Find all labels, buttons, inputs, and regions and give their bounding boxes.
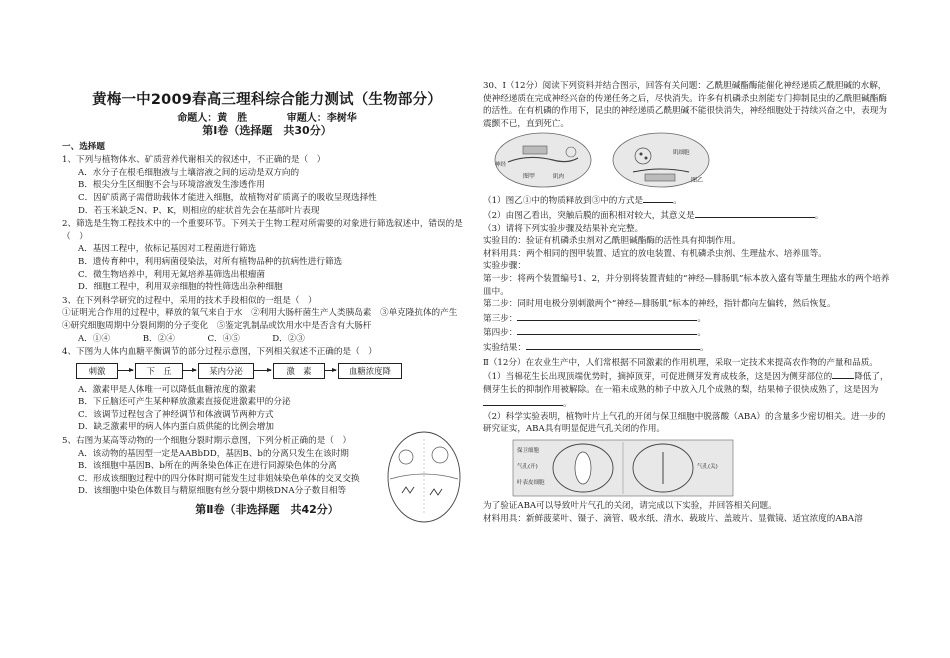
q5-stem: 5、右图为某高等动物的一个细胞分裂时期示意图，下列分析正确的是（ ） — [62, 436, 352, 447]
q30-part1-q3: （3）请将下列实验步骤及结果补充完整。 — [483, 223, 644, 234]
q1-option-a: A．水分子在根毛细胞液与土壤溶液之间的运动是双方向的 — [78, 167, 300, 178]
page-title: 黄梅一中2009春高三理科综合能力测试（生物部分） — [92, 92, 442, 108]
q30-part2-q1 — [483, 369, 893, 411]
q30-step1: 第一步：将两个装置编号1、2，并分别将装置青蛙的“神经—腓肠肌”标本放入盛有等量生理盐水的两个培养皿中。 — [483, 273, 890, 297]
fig-label-synapse: 肌肉 — [553, 174, 565, 181]
stoma-label-open: 气孔(开) — [517, 464, 538, 471]
right-column — [483, 80, 893, 525]
answer-blank[interactable] — [483, 396, 563, 406]
q2-stem: 2、筛选是生物工程技术中的一个重要环节。下列关于生物工程对所需要的对象进行筛选叙述中，错误的是（ ） — [62, 219, 463, 242]
q4-flow-diagram — [62, 361, 472, 381]
q30-aim: 实验目的：验证有机磷杀虫剂对乙酰胆碱酯酶的活性具有抑制作用。 — [483, 236, 741, 247]
q30-p2-q1-end: 。 — [563, 399, 572, 410]
nerve-muscle-figures — [483, 132, 893, 190]
q3-option-b: B．②④ — [142, 333, 175, 344]
q3-items-line2: ④研究细胞周期中分裂间期的分子变化 ⑤鉴定乳制品或饮用水中是否含有大肠杆 — [62, 320, 372, 331]
answer-blank[interactable] — [832, 369, 854, 379]
cell-division-figure — [384, 429, 464, 525]
q30-part1-q2 — [483, 208, 893, 223]
question-5 — [62, 435, 472, 498]
stoma-label-epidermis: 叶表皮细胞 — [517, 480, 545, 487]
q2-option-a: A．基因工程中，依标记基因对工程菌进行筛选 — [78, 244, 257, 255]
q30-p1-q1-text: （1）图乙①中的物质释放到③中的方式是 — [483, 196, 644, 207]
authors-line — [62, 109, 472, 124]
q5-option-c: C．形成该细胞过程中的四分体时期可能发生过非姐妹染色单体的交叉交换 — [78, 473, 360, 484]
reviewer-label: 审题人：李树华 — [286, 113, 357, 124]
q30-part1-intro: 30、Ⅰ（12分）阅读下列资料并结合图示，回答有关问题：乙酰胆碱酯酶能催化神经递质乙酰胆碱的水解，使神经递质在完成神经兴奋的传递任务之后，尽快消失。许多有机磷杀虫剂能专门抑制昆虫的乙酰胆碱酯酶的活性。在有机磷的作用下，昆虫的神经递质乙酰胆碱不能很快消失，神经细胞处于持续兴奋之中，表现为震颤不已，直到死亡。 — [483, 81, 887, 129]
question-1 — [62, 154, 472, 217]
stoma-label-closed: 气孔(关) — [697, 464, 718, 471]
stoma-label-guard: 保卫细胞 — [517, 448, 540, 455]
q3-option-c: C．④⑤ — [207, 333, 240, 344]
q30-p1-q1-end: 。 — [673, 196, 682, 207]
section2-title: 第Ⅱ卷（非选择题 共42分） — [195, 503, 339, 517]
q3-option-a: A．①④ — [78, 333, 110, 344]
section1-title: 第Ⅰ卷（选择题 共30分） — [202, 124, 332, 137]
q1-option-c: C．因矿质离子需借助载体才能进入细胞，故植物对矿质离子的吸收呈现选择性 — [78, 192, 377, 203]
q4-option-a: A．激素甲是人体唯一可以降低血糖浓度的激素 — [78, 384, 257, 395]
question-2 — [62, 218, 472, 294]
q1-stem: 1、下列与植物体水、矿质营养代谢相关的叙述中，不正确的是（ ） — [62, 155, 326, 166]
flow-box-hormone: 激 素 — [273, 363, 325, 379]
q30-materials: 材料用具：两个相同的图甲装置、适宜的放电装置、有机磷杀虫剂、生理盐水、培养皿等。 — [483, 248, 827, 259]
flow-arrow-3 — [253, 370, 271, 371]
q4-stem: 4、下图为人体内血糖平衡调节的部分过程示意图，下列相关叙述不正确的是（ ） — [62, 347, 377, 358]
q30-p2-q1-text-b: 降低了，侧芽生长的抑制作用被解除。在一箱未成熟的柿子中放入几个成熟的梨，结果柿子很快成熟了，这是因为 — [483, 372, 889, 395]
flow-box-stimulus: 刺激 — [76, 363, 118, 379]
flow-arrow-4 — [324, 370, 336, 371]
q30-part2-intro: Ⅱ（12分）在农业生产中，人们常根据不同激素的作用机理，采取一定技术来提高农作物的产量和品质。 — [483, 357, 878, 368]
fig-label-nerve: 神经 — [495, 162, 507, 169]
section1-heading: 一、选择题 — [62, 141, 105, 152]
author-label: 命题人：黄 胜 — [177, 113, 248, 124]
q30-step3: 第三步： 。 — [483, 311, 893, 326]
q5-option-d: D．该细胞中染色体数目与精原细胞有丝分裂中期核DNA分子数目相等 — [78, 486, 347, 497]
q30-step4-label: 第四步： — [483, 328, 518, 339]
q30-p1-q2-text: （2）由图乙看出，突触后膜的面积相对较大，其意义是 — [483, 210, 695, 221]
q30-step3-label: 第三步： — [483, 313, 518, 324]
left-column — [62, 125, 472, 517]
q30-p2-q1-text-a: （1）当棉花生长出现顶端优势时，摘掉顶芽，可促进侧芽发育成枝条，这是因为侧芽部位的 — [483, 372, 833, 383]
q3-option-d: D．②③ — [272, 333, 305, 344]
fig-label-cell: 肌细胞 — [673, 150, 690, 157]
q1-option-d: D．若玉米缺乏N、P、K，则相应的症状首先会在基部叶片表现 — [78, 205, 320, 216]
q1-option-b: B．根尖分生区细胞不会与环境溶液发生渗透作用 — [78, 180, 265, 191]
stoma-figure — [483, 438, 893, 498]
flow-arrow-1 — [117, 370, 133, 371]
question-4 — [62, 346, 472, 434]
flow-arrow-2 — [182, 370, 196, 371]
fig-label-yi: 图乙 — [691, 177, 704, 185]
q4-option-b: B．下丘脑还可产生某种释放激素直接促进激素甲的分泌 — [78, 397, 291, 408]
q30-step4: 第四步： 。 — [483, 325, 893, 340]
q3-stem: 3、在下列科学研究的过程中，采用的技术手段相似的一组是（ ） — [62, 295, 317, 306]
q30-step2: 第二步：同时用电极分别刺激两个“神经—腓肠肌”标本的神经，指针都向左偏转，然后恢复。 — [483, 299, 836, 310]
q30-result-label: 实验结果： — [483, 342, 526, 353]
q5-option-b: B．该细胞中基因B、b所在的两条染色体正在进行同源染色体的分离 — [78, 461, 337, 472]
question-3 — [62, 295, 472, 345]
fig-label-jia: 图甲 — [523, 173, 536, 181]
q30-part2-q2: （2）科学实验表明，植物叶片上气孔的开闭与保卫细胞中脱落酸（ABA）的含量多少密切相关。进一步的研究证实，ABA具有明显促进气孔关闭的作用。 — [483, 411, 886, 435]
flow-box-hypothalamus: 下 丘 — [135, 363, 183, 379]
q2-option-b: B．遗传育种中，利用病菌侵染法，对所有植物品种的抗病性进行筛选 — [78, 256, 343, 267]
q3-options — [62, 333, 472, 346]
stoma-figure-svg — [483, 438, 893, 498]
q2-option-d: D．细胞工程中，利用双亲细胞的特性筛选出杂种细胞 — [78, 282, 283, 293]
answer-blank[interactable] — [643, 193, 673, 203]
q30-steps-label: 实验步骤： — [483, 261, 526, 272]
q5-option-a: A．该动物的基因型一定是AABbDD，基因B、b的分离只发生在该时期 — [78, 448, 349, 459]
q30-result: 实验结果： 。 — [483, 340, 893, 355]
q4-option-d: D．缺乏激素甲的病人体内蛋白质供能的比例会增加 — [78, 422, 274, 433]
q4-option-c: C．该调节过程包含了神经调节和体液调节两种方式 — [78, 409, 274, 420]
q3-items-line1: ①证明光合作用的过程中，释放的氧气来自于水 ②利用大肠杆菌生产人类胰岛素 ③单克隆抗体的产生 — [62, 308, 458, 319]
q30-part1-q1 — [483, 193, 893, 208]
q30-part2-verify: 为了验证ABA可以导致叶片气孔的关闭，请完成以下实验，并回答相关问题。 — [483, 501, 777, 512]
q2-option-c: C．微生物培养中，利用无氮培养基筛选出根瘤菌 — [78, 269, 266, 280]
q30-p1-q2-end: 。 — [814, 210, 824, 221]
q30-part2-materials: 材料用具：新鲜菠菜叶、镊子、滴管、吸水纸、清水、载玻片、盖玻片、显微镜、适宜浓度的ABA溶 — [483, 513, 863, 524]
flow-box-endocrine: 某内分泌 — [198, 363, 254, 379]
answer-blank[interactable] — [517, 325, 697, 335]
flow-box-glucose: 血糖浓度降 — [338, 363, 402, 379]
nerve-figure-svg — [483, 132, 893, 190]
answer-blank[interactable] — [695, 208, 815, 218]
answer-blank[interactable] — [517, 311, 697, 321]
answer-blank[interactable] — [526, 340, 700, 350]
